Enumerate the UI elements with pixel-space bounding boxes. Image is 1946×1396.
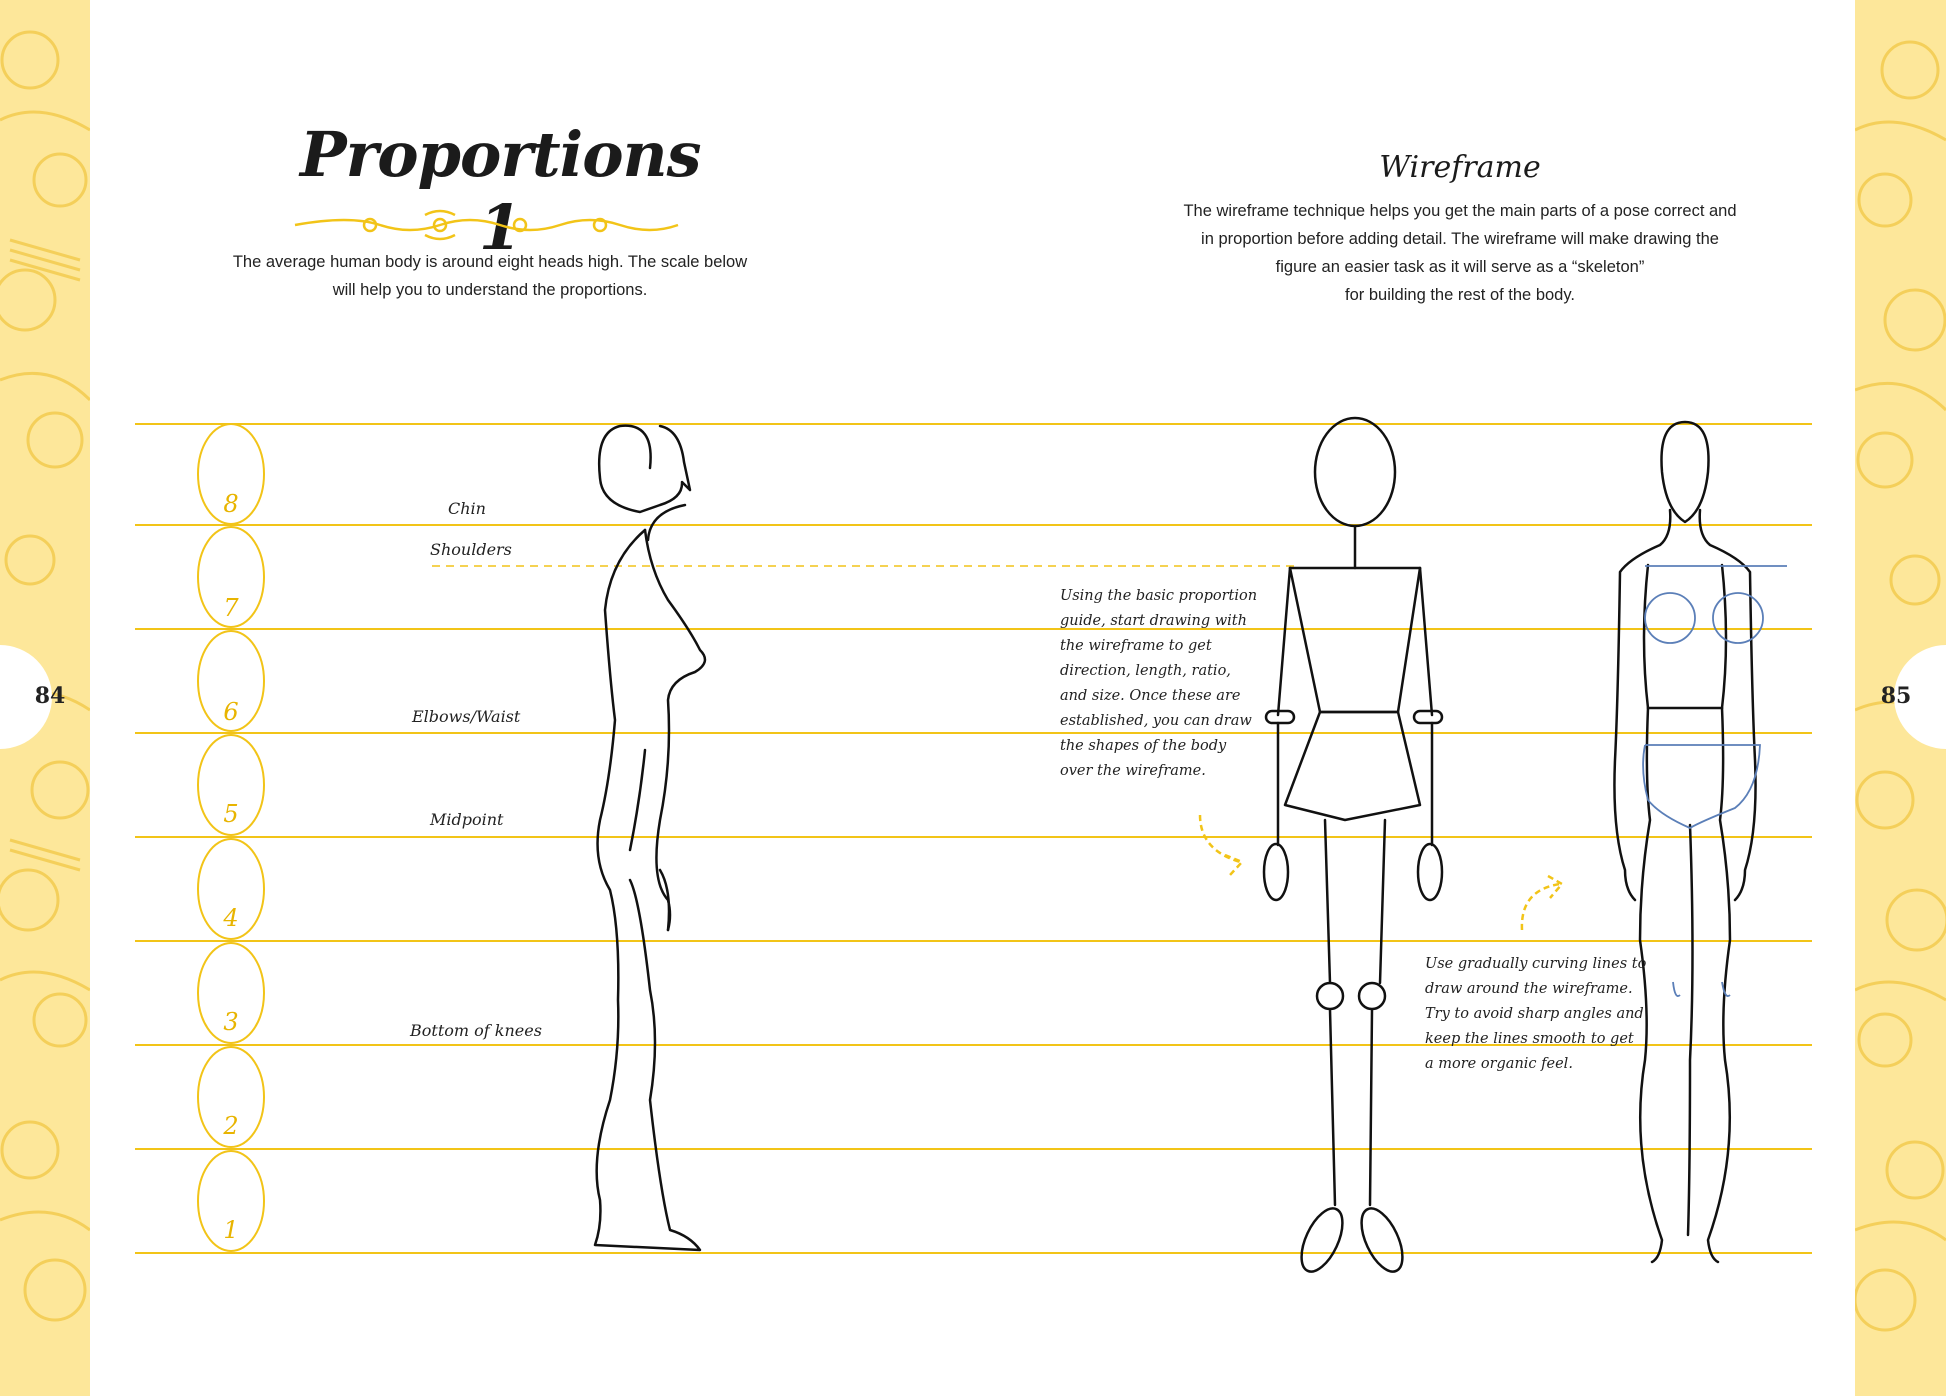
- head-number: 8: [223, 490, 239, 518]
- label-midpoint: Midpoint: [430, 810, 504, 829]
- page-number-right: 85: [1880, 683, 1912, 709]
- head-number: 7: [223, 594, 239, 622]
- note-line: direction, length, ratio,: [1060, 663, 1231, 679]
- scale-guide-lines: [135, 424, 1812, 1253]
- label-chin: Chin: [448, 499, 486, 518]
- wireframe-note: [1060, 584, 1257, 784]
- page-number-left: 84: [34, 683, 66, 709]
- curve-note: [1425, 952, 1646, 1077]
- head-number: 1: [223, 1216, 239, 1244]
- note-line: established, you can draw: [1060, 713, 1252, 729]
- note-line: guide, start drawing with: [1060, 613, 1247, 629]
- note-line: Use gradually curving lines to: [1425, 956, 1647, 972]
- label-knees: Bottom of knees: [410, 1021, 542, 1040]
- note-line: Try to avoid sharp angles and: [1425, 1006, 1644, 1022]
- head-number: 4: [223, 904, 239, 932]
- intro-right-line: The wireframe technique helps you get the main parts of a pose correct and: [1183, 202, 1737, 220]
- intro-right-line: for building the rest of the body.: [1345, 286, 1575, 304]
- intro-left-line: The average human body is around eight heads high. The scale below: [232, 253, 748, 271]
- note-line: the wireframe to get: [1060, 638, 1212, 654]
- front-figure-blue-guides: [1643, 566, 1787, 996]
- head-number: 3: [223, 1008, 239, 1036]
- intro-right-line: figure an easier task as it will serve as a “skeleton”: [1275, 258, 1645, 276]
- note-line: Using the basic proportion: [1060, 588, 1258, 604]
- label-elbows-waist: Elbows/Waist: [412, 707, 521, 726]
- label-shoulders: Shoulders: [430, 540, 512, 559]
- head-number: 6: [223, 698, 239, 726]
- title-flourish-ornament: [295, 211, 678, 239]
- note-line: over the wireframe.: [1060, 763, 1206, 779]
- head-number: 5: [223, 800, 239, 828]
- note-line: draw around the wireframe.: [1425, 981, 1633, 997]
- front-body-figure: [1614, 422, 1755, 1262]
- wireframe-heading: Wireframe: [1379, 150, 1541, 185]
- note-line: and size. Once these are: [1060, 688, 1241, 704]
- intro-right-line: in proportion before adding detail. The wireframe will make drawing the: [1201, 230, 1719, 248]
- intro-left-line: will help you to understand the proportions.: [332, 281, 648, 299]
- note-line: the shapes of the body: [1060, 738, 1227, 754]
- head-number: 2: [223, 1112, 239, 1140]
- page-title: Proportions 1: [300, 118, 701, 264]
- note-line: keep the lines smooth to get: [1425, 1031, 1634, 1047]
- note-line: a more organic feel.: [1425, 1056, 1573, 1072]
